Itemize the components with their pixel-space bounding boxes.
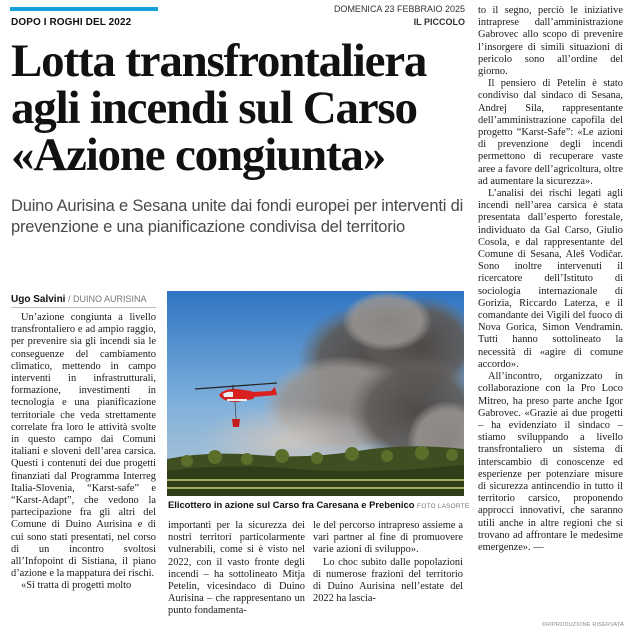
article-paragraph: le del percorso intrapreso assieme a vari partner al fine di promuovere varie azioni di sviluppo». xyxy=(313,520,463,556)
subheadline: Duino Aurisina e Sesana unite dai fondi europei per interventi di prevenzione e una pianificazione condivisa del territorio xyxy=(11,197,464,236)
copyright-notice: ©RIPRODUZIONE RISERVATA xyxy=(541,622,624,628)
headline xyxy=(11,35,471,181)
byline-author: Ugo Salvini xyxy=(11,294,66,305)
photo-caption xyxy=(168,499,468,510)
photo-caption-text: Elicottero in azione sul Carso fra Caresana e Prebenico xyxy=(168,499,415,510)
headline-line-3: «Azione congiunta» xyxy=(11,129,385,181)
article-column-1 xyxy=(11,312,156,630)
byline-location: / DUINO AURISINA xyxy=(67,294,147,304)
section-label: DOPO I ROGHI DEL 2022 xyxy=(11,17,132,28)
newspaper-name: IL PICCOLO xyxy=(413,17,465,27)
article-paragraph: Lo choc subito dalle popolazioni di numerose frazioni del territorio di Duino Aurisina nell’estate del 2022 ha lascia- xyxy=(313,556,463,605)
article-paragraph: Il pensiero di Petelin è stato condiviso dal sindaco di Sesana, Andrej Sila, rappresentante dell’amministrazione capofila del progetto “Karst-Safe”: «Le azioni di prevenzione degli incendi permettono di recuperare vaste aree a favore dell’agricoltura, oltre ad aumentare la sicurezza». xyxy=(478,78,623,187)
dateline: DOMENICA 23 FEBBRAIO 2025 xyxy=(333,4,465,14)
photo-credit: FOTO LASORTE xyxy=(417,503,470,510)
article-paragraph: L’analisi dei rischi legati agli incendi nell’area carsica è stata presentata dall’esperto forestale, individuato da Gal Carso, Giulio Cosola, e dal rappresentante del Comune di Sesana, Aleš Vodičar. Sono inoltre intervenuti il ricercatore dell’Istituto di sociologia internazionale di Gorizia, Riccardo Laterza, e il comandante dei Vigili del fuoco di Nova Gorica, Simon Vendramin. Tutti hanno sottolineato la necessità di «agire di comune accordo». xyxy=(478,188,623,370)
byline xyxy=(11,294,156,305)
article-column-4 xyxy=(313,520,463,632)
article-paragraph: importanti per la sicurezza dei nostri territori particolarmente vulnerabili, come si è visto nel 2022, con il vasto fronte degli incendi – ha sottolineato Mitja Petelin, vicesindaco di Duino Aurisina – che rappresentano un punto fondamenta- xyxy=(168,520,305,617)
byline-divider xyxy=(11,307,156,308)
article-paragraph: «Si tratta di progetti molto xyxy=(21,580,132,592)
headline-line-1: Lotta transfrontaliera xyxy=(11,35,427,87)
section-accent-rule xyxy=(10,7,158,11)
headline-line-2: agli incendi sul Carso xyxy=(11,82,417,134)
article-paragraph: All’incontro, organizzato in collaborazione con la Pro Loco Mitreo, ha preso parte anche Igor Gabrovec. «Grazie ai due progetti – ha evidenziato il sindaco – stiamo sviluppando a livello transfrontaliero un sistema di interscambio di conoscenze ed esperienze per potenziare misure di sicurezza antincendio in tutto il territorio carsico, proponendo approcci innovativi, che saranno utili anche in altre regioni che si trovano ad affrontare le medesime emergenze». — xyxy=(478,371,623,553)
article-paragraph: to il segno, perciò le iniziative intraprese dall’amministrazione Gabrovec allo scopo di prevenire l’insorgere di simili situazioni di pericolo sono all’ordine del giorno. xyxy=(478,5,623,78)
wildfire-helicopter-photo xyxy=(167,291,464,496)
article-column-5 xyxy=(478,5,623,617)
article-paragraph: Un’azione congiunta a livello transfrontaliero e ad ampio raggio, per prevenire sia gli incendi sia le conseguenze del cambiamento climatico, mettendo in campo interventi in infrastrutturali, formazione, investimenti in tecnologia e una pianificazione territoriale che veda strettamente correlate fra loro le attività svolte in questo campo dai Comuni italiani e sloveni dell’area carsica. Questi i contenuti dei due progetti finanziati dal Programma Interreg Italia-Slovenia, “Karst-safe” e “Karst-Adapt”, che vedono la partecipazione fra gli altri del Comune di Duino Aurisina e di cui sono stati presentati, nel corso di un incontro svoltosi all’Infopoint di Sistiana, il piano d’azione e la mappatura dei rischi. xyxy=(11,312,156,580)
article-column-3 xyxy=(168,520,305,632)
